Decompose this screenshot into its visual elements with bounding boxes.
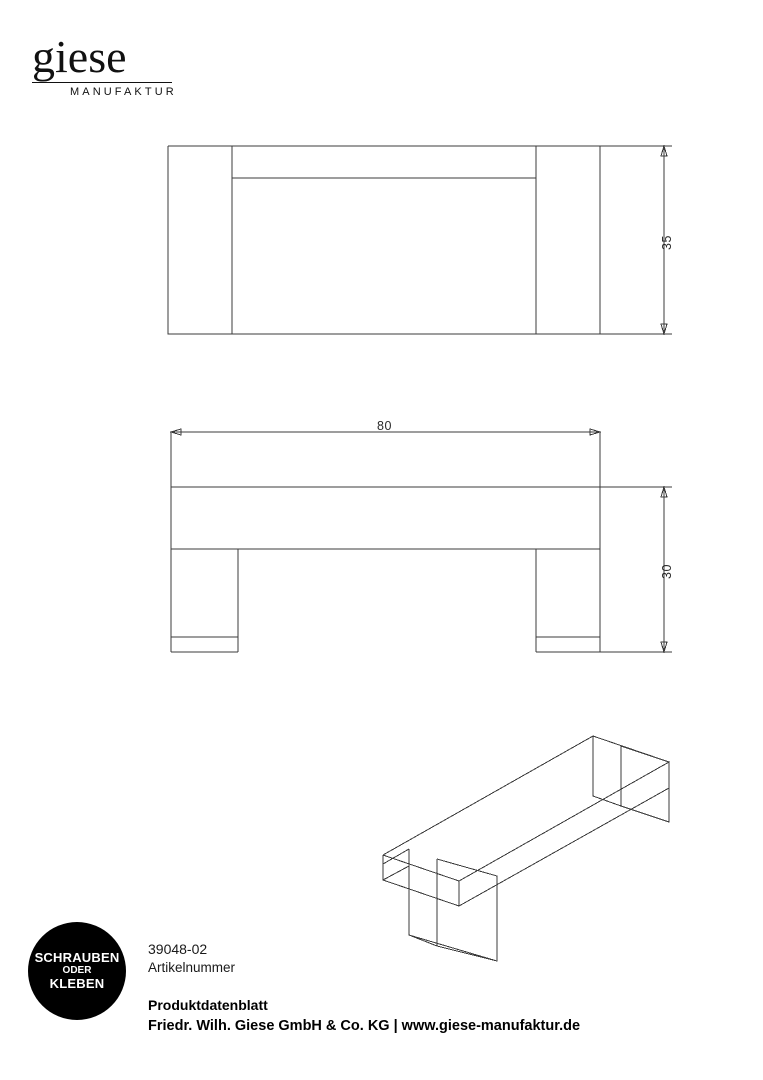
logo-wordmark: giese xyxy=(32,31,127,82)
logo-subtitle: MANUFAKTUR xyxy=(70,86,177,98)
top-view-width-dimension: 80 xyxy=(377,419,392,433)
badge-line-screws: SCHRAUBEN xyxy=(34,949,120,965)
datasheet-title: Produktdatenblatt xyxy=(148,997,268,1013)
mounting-badge xyxy=(28,922,126,1020)
badge-line-glue: KLEBEN xyxy=(49,976,105,992)
article-number: 39048-02 xyxy=(148,941,208,957)
article-number-label: Artikelnummer xyxy=(148,960,236,975)
top-view-depth-dimension: 30 xyxy=(660,564,674,579)
company-line: Friedr. Wilh. Giese GmbH & Co. KG | www.giese-manufaktur.de xyxy=(148,1018,581,1034)
badge-line-or: ODER xyxy=(62,964,92,976)
front-view-height-dimension: 35 xyxy=(660,235,674,250)
